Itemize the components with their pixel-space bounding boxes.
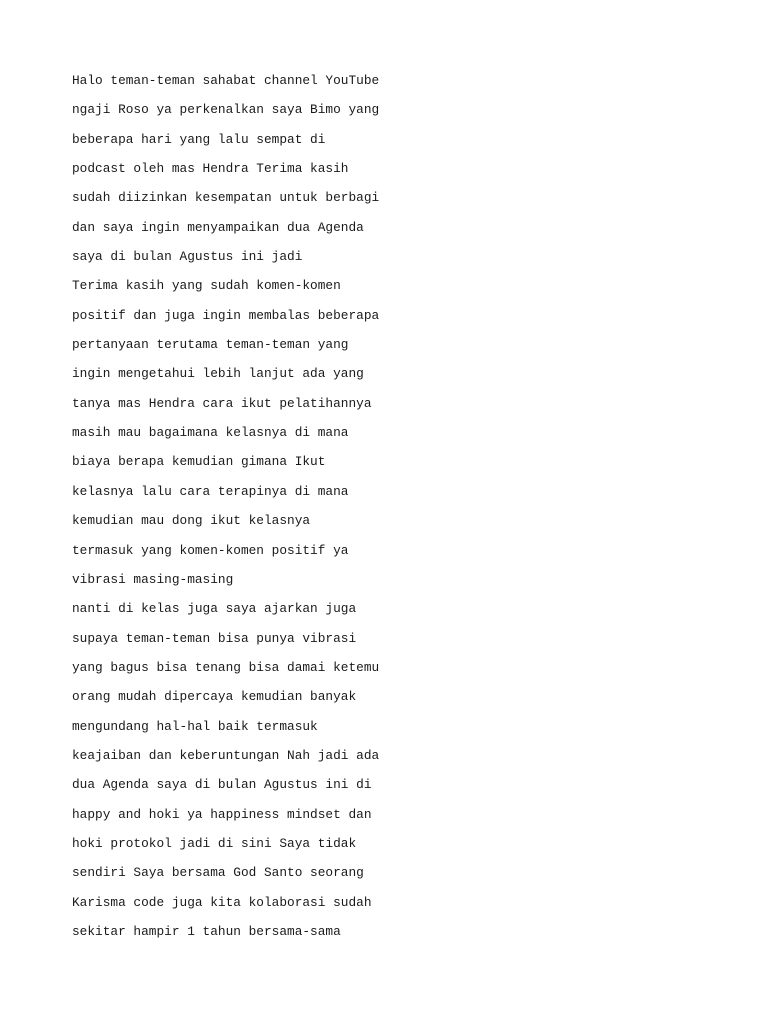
text-line: sendiri Saya bersama God Santo seorang (72, 865, 364, 881)
text-line: ingin mengetahui lebih lanjut ada yang (72, 366, 364, 382)
text-line: masih mau bagaimana kelasnya di mana (72, 425, 349, 441)
text-line: positif dan juga ingin membalas beberapa (72, 307, 380, 323)
text-line: dua Agenda saya di bulan Agustus ini di (72, 777, 372, 793)
text-line: Terima kasih yang sudah komen-komen (72, 278, 341, 294)
text-line: saya di bulan Agustus ini jadi (72, 249, 303, 265)
text-line: tanya mas Hendra cara ikut pelatihannya (72, 395, 372, 411)
text-line: vibrasi masing-masing (72, 571, 234, 587)
text-line: Halo teman-teman sahabat channel YouTube (72, 73, 380, 88)
text-line: pertanyaan terutama teman-teman yang (72, 337, 349, 353)
text-line: podcast oleh mas Hendra Terima kasih (72, 161, 349, 177)
text-line: kemudian mau dong ikut kelasnya (72, 513, 311, 529)
text-line: nanti di kelas juga saya ajarkan juga (72, 601, 357, 617)
text-line: yang bagus bisa tenang bisa damai ketemu (72, 659, 380, 675)
text-line: ngaji Roso ya perkenalkan saya Bimo yang (72, 102, 380, 118)
text-line: keajaiban dan keberuntungan Nah jadi ada (72, 747, 380, 763)
transcript-text (72, 66, 712, 946)
text-line: kelasnya lalu cara terapinya di mana (72, 483, 349, 499)
text-line: mengundang hal-hal baik termasuk (72, 718, 318, 734)
text-line: Karisma code juga kita kolaborasi sudah (72, 894, 372, 910)
text-line: termasuk yang komen-komen positif ya (72, 542, 349, 558)
text-line: happy and hoki ya happiness mindset dan (72, 806, 372, 822)
text-line: dan saya ingin menyampaikan dua Agenda (72, 219, 364, 235)
text-line: sekitar hampir 1 tahun bersama-sama (72, 923, 341, 939)
text-line: supaya teman-teman bisa punya vibrasi (72, 630, 357, 646)
text-line: sudah diizinkan kesempatan untuk berbagi (72, 190, 380, 206)
text-line: beberapa hari yang lalu sempat di (72, 131, 326, 147)
text-line: hoki protokol jadi di sini Saya tidak (72, 835, 357, 851)
text-line: orang mudah dipercaya kemudian banyak (72, 689, 357, 705)
text-line: biaya berapa kemudian gimana Ikut (72, 454, 326, 470)
